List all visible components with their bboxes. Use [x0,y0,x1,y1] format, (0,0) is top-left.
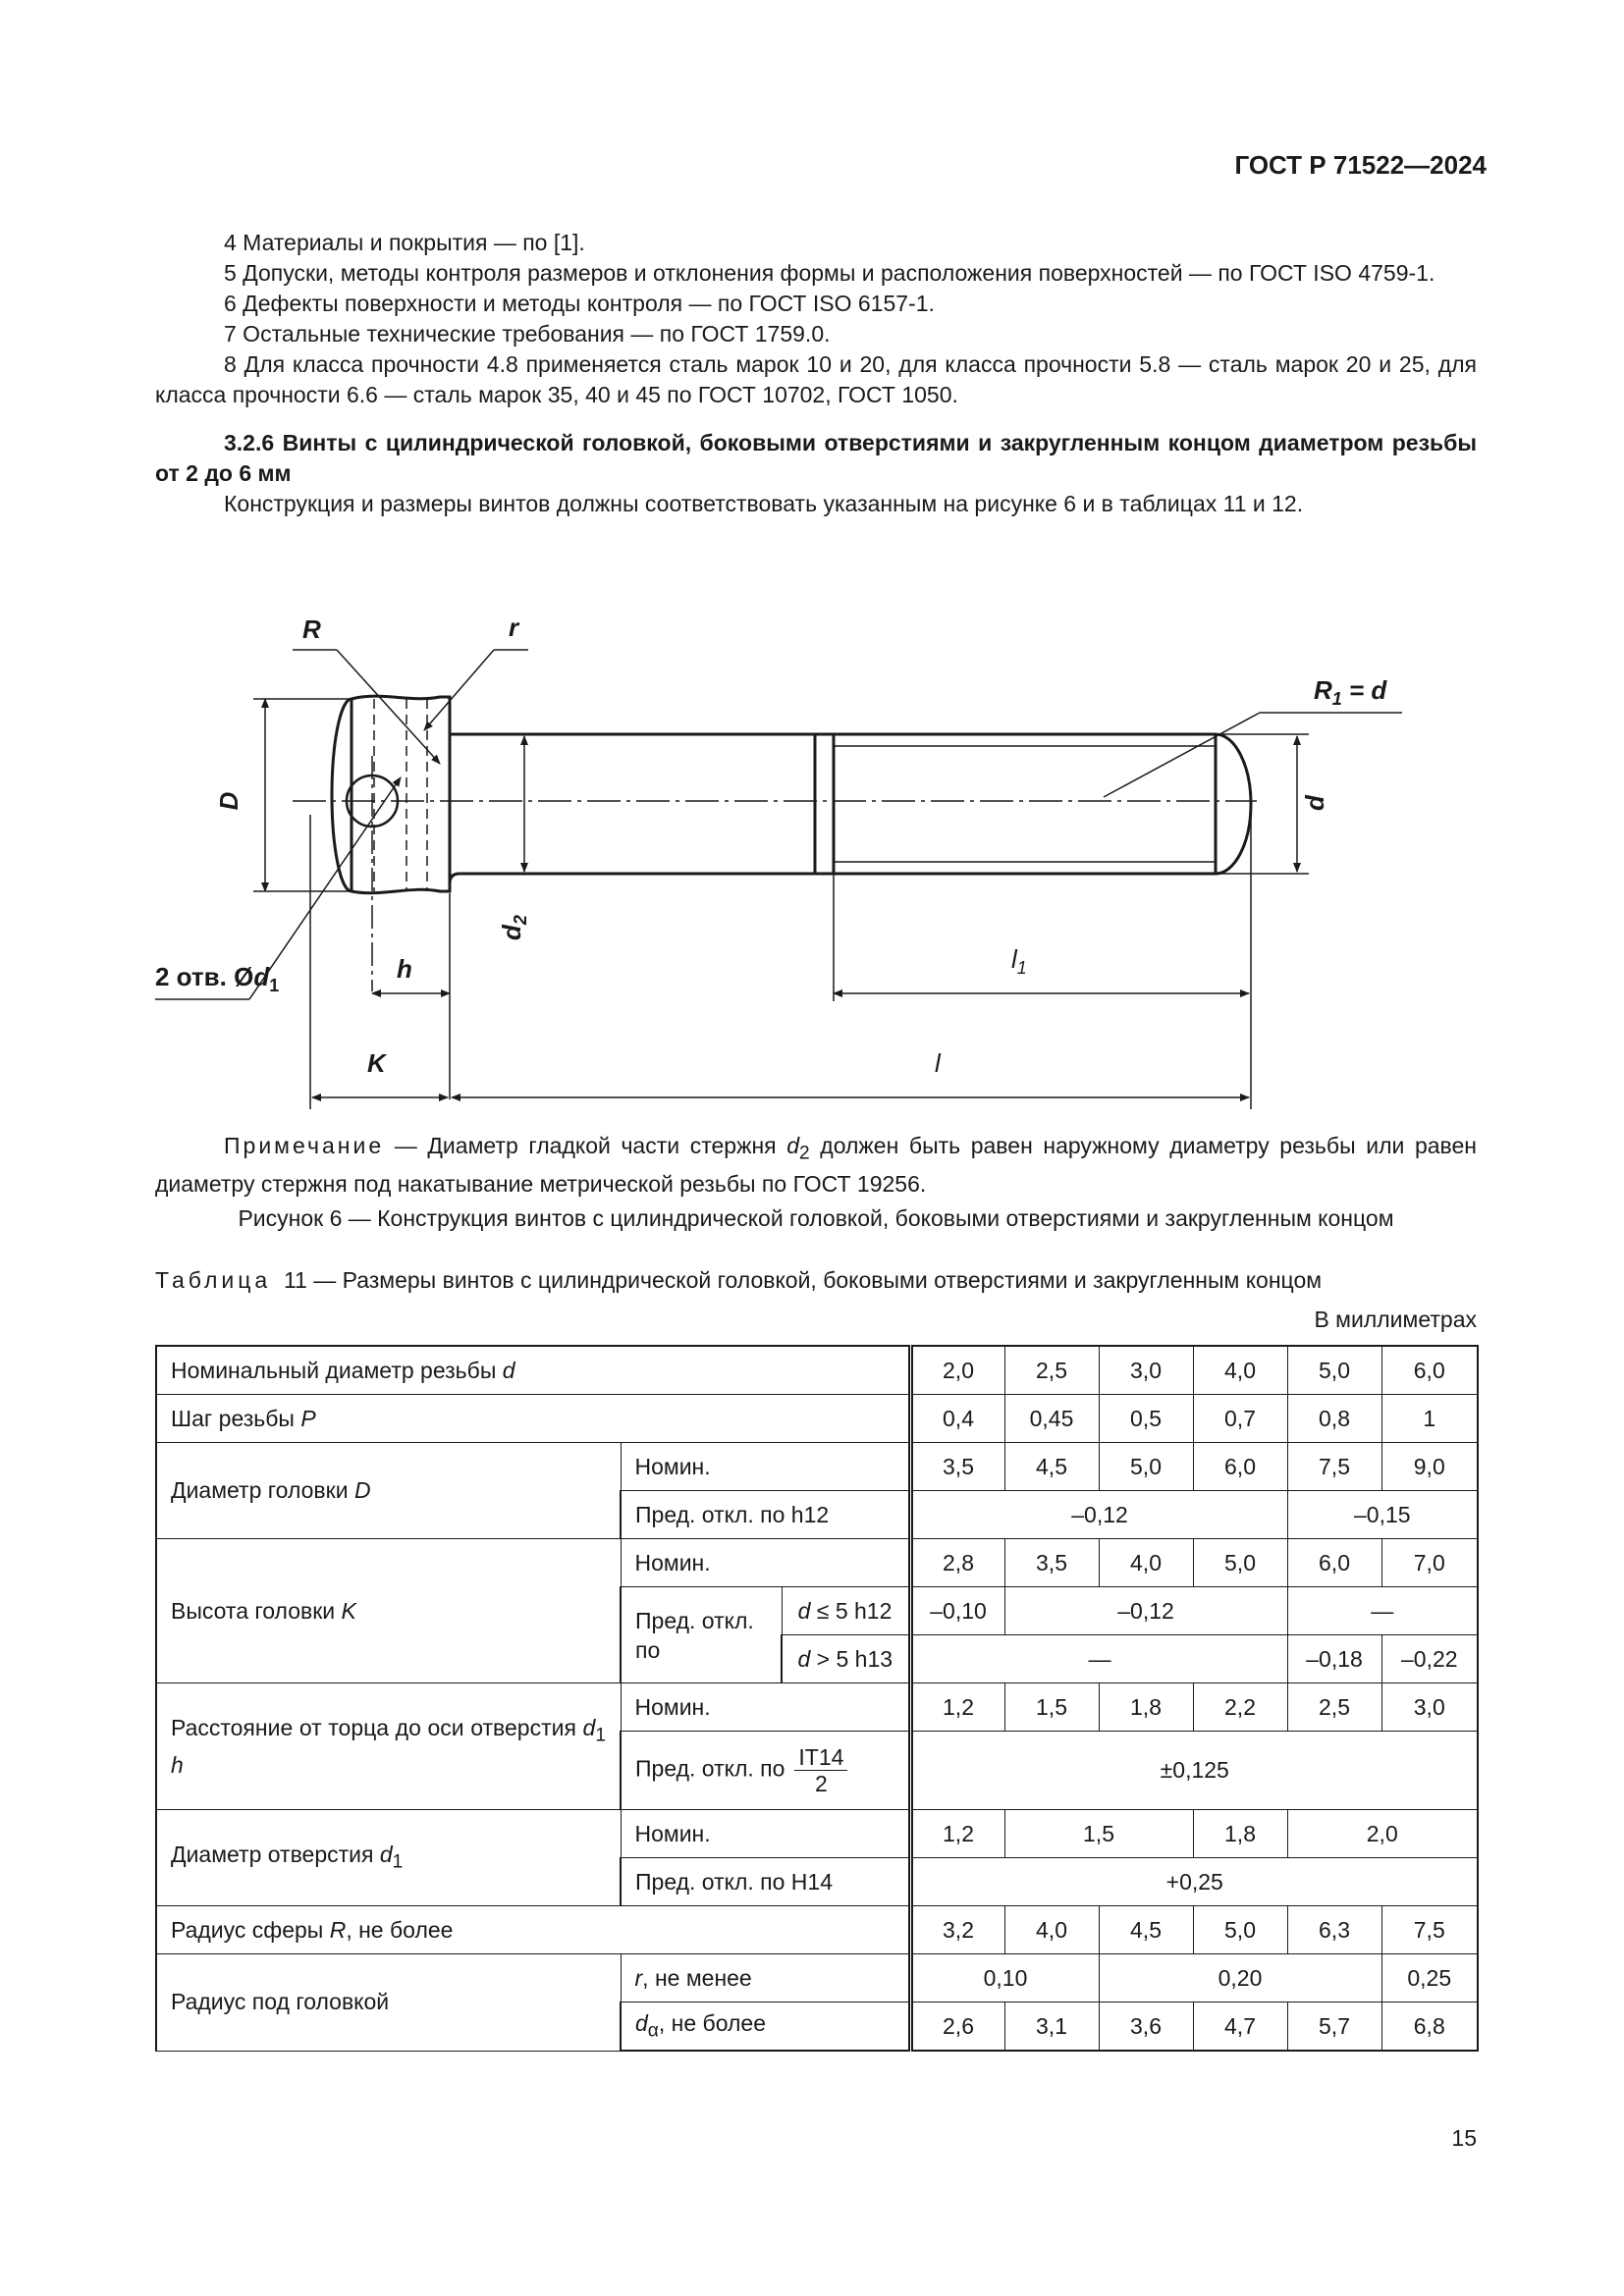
table-row-sphere [156,1906,1478,1954]
table-cell: 4,7 [1193,2002,1287,2052]
section-title: 3.2.6 Винты с цилиндрической головкой, боковыми отверстиями и закругленным концом диаметром резьбы от 2 до 6 мм [155,430,1477,486]
label-R1: $R_1 = d$ [1314,675,1387,709]
table-cell: 4,0 [1099,1539,1193,1587]
item-7: 7 Остальные технические требования — по ГОСТ 1759.0. [224,321,831,347]
table-cell: 2,2 [1193,1683,1287,1732]
table-cell: –0,12 [1004,1587,1287,1635]
table-cell: 2,0 [1287,1810,1478,1858]
note-var: d [786,1133,800,1158]
item-8: 8 Для класса прочности 4.8 применяется сталь марок 10 и 20, для класса прочности 5.8 — сталь марок 20 и 25, для класса прочности 6.6 — сталь марок 35, 40 и 45 по ГОСТ 10702, ГОСТ 1050. [155,351,1477,407]
screw-drawing [155,589,1477,1119]
table-cell: 5,0 [1193,1906,1287,1954]
table-cell: 3,1 [1004,2002,1099,2052]
table-row-dist-nom [156,1683,1478,1732]
table-cell: 2,8 [910,1539,1004,1587]
table-cell: –0,10 [910,1587,1004,1635]
item-4: 4 Материалы и покрытия — по [1]. [224,230,585,255]
document-header: ГОСТ Р 71522—2024 [1234,150,1487,180]
table-cell: 6,8 [1381,2002,1478,2052]
note-text-2: должен быть равен наружному диаметру резьбы или равен диаметру стержня под накатывание метрической резьбы по ГОСТ 19256. [155,1133,1477,1197]
table-cell: 3,5 [1004,1539,1099,1587]
table-cell: +0,25 [910,1858,1478,1906]
label-l: l [935,1048,941,1078]
table-cell: 6,0 [1381,1346,1478,1395]
item-5: 5 Допуски, методы контроля размеров и отклонения формы и расположения поверхностей — по ГОСТ ISO 4759-1. [224,260,1435,286]
section-intro: Конструкция и размеры винтов должны соответствовать указанным на рисунке 6 и в таблицах 11 и 12. [224,491,1304,516]
table-cell: — [1287,1587,1478,1635]
table-cell: 0,20 [1099,1954,1381,2002]
table-cell: 0,5 [1099,1395,1193,1443]
table-cell: 6,0 [1287,1539,1381,1587]
table-cell: 4,5 [1099,1906,1193,1954]
rounded-end [1216,734,1251,874]
under-r-label: r, не менее [621,1954,910,2002]
table-cell: –0,22 [1381,1635,1478,1683]
table-cell: 9,0 [1381,1443,1478,1491]
head-outline [332,699,352,891]
table-cell: 5,0 [1287,1346,1381,1395]
headD-label: Диаметр головки D [156,1443,621,1539]
table-cell: 3,2 [910,1906,1004,1954]
headK-tol-label: Пред. откл. по [621,1587,782,1683]
label-R: R [302,614,321,644]
sphere-label: Радиус сферы R, не более [156,1906,910,1954]
figure-note [155,1131,1477,1200]
under-da-label: $d_\alpha$, не более [621,2002,910,2052]
headK-label: Высота головки K [156,1539,621,1683]
table-cell: ±0,125 [910,1732,1478,1810]
table-row-pitch [156,1395,1478,1443]
table-cell: 4,0 [1004,1906,1099,1954]
table-row-headK-nom [156,1539,1478,1587]
table-cell: 1 [1381,1395,1478,1443]
table-cell: –0,18 [1287,1635,1381,1683]
table-cell: 3,0 [1099,1346,1193,1395]
table-caption-text: 11 — Размеры винтов с цилиндрической головкой, боковыми отверстиями и закругленным концом [283,1267,1323,1293]
table-cell: 0,8 [1287,1395,1381,1443]
hidden-hole-lines [374,699,427,891]
table-cell: 7,5 [1287,1443,1381,1491]
headD-nom-label: Номин. [621,1443,910,1491]
label-d: d [1300,795,1329,811]
shank-outline [450,734,815,883]
table-cell: 1,5 [1004,1683,1099,1732]
label-holes: 2 отв. $Ød_1$ [155,962,280,995]
under-label: Радиус под головкой [156,1954,621,2052]
headD-tol-label: Пред. откл. по h12 [621,1491,910,1539]
table-cell: — [910,1635,1287,1683]
table-cell: 4,0 [1193,1346,1287,1395]
table-cell: 1,8 [1099,1683,1193,1732]
figure-caption: Рисунок 6 — Конструкция винтов с цилиндрической головкой, боковыми отверстиями и закругленным концом [238,1205,1394,1231]
item-6: 6 Дефекты поверхности и методы контроля — по ГОСТ ISO 6157-1. [224,291,935,316]
pitch-label: Шаг резьбы P [156,1395,910,1443]
table-cell: –0,15 [1287,1491,1478,1539]
dist-nom-label: Номин. [621,1683,910,1732]
table-cell: 6,0 [1193,1443,1287,1491]
table-cell: 3,5 [910,1443,1004,1491]
page-number: 15 [1451,2125,1477,2151]
label-h: h [397,954,412,984]
table-cell: 1,2 [910,1683,1004,1732]
table-cell: 0,45 [1004,1395,1099,1443]
dist-tol-label: Пред. откл. по $\frac{IT14}{2}$ [621,1732,910,1810]
table-cell: 3,6 [1099,2002,1193,2052]
dist-label: Расстояние от торца до оси отверстия $d_1$ h [156,1683,621,1810]
table-cell: 1,5 [1004,1810,1193,1858]
table-cell: 0,4 [910,1395,1004,1443]
table-caption-word: Таблица [155,1267,272,1293]
label-D: D [214,791,244,811]
dimensions-table [155,1345,1479,2052]
units-label: В миллиметрах [1314,1307,1477,1332]
table-cell: 0,7 [1193,1395,1287,1443]
note-text-1: — Диаметр гладкой части стержня [384,1133,787,1158]
label-l1: $l_1$ [1011,944,1027,978]
headK-nom-label: Номин. [621,1539,910,1587]
hole-nom-label: Номин. [621,1810,910,1858]
table-cell: 0,25 [1381,1954,1478,2002]
body-text [155,228,1477,519]
table-row-headD-nom [156,1443,1478,1491]
table-cell: 0,10 [910,1954,1099,2002]
table-caption [155,1267,1322,1294]
table-cell: 1,2 [910,1810,1004,1858]
table-cell: 5,7 [1287,2002,1381,2052]
note-word: Примечание [224,1133,385,1158]
hole-tol-label: Пред. откл. по H14 [621,1858,910,1906]
table-cell: 3,0 [1381,1683,1478,1732]
table-row-thread [156,1346,1478,1395]
table-cell: 2,0 [910,1346,1004,1395]
table-cell: 7,0 [1381,1539,1478,1587]
table-cell: 6,3 [1287,1906,1381,1954]
table-cell: 2,5 [1004,1346,1099,1395]
note-sub: 2 [799,1143,810,1164]
thread-label: Номинальный диаметр резьбы d [156,1346,910,1395]
label-r: r [509,613,519,642]
it14-fraction: $\frac{IT14}{2}$ [794,1744,847,1796]
headK-cond1: d ≤ 5 h12 [782,1587,910,1635]
table-cell: 1,8 [1193,1810,1287,1858]
table-cell: 7,5 [1381,1906,1478,1954]
headK-cond2: d > 5 h13 [782,1635,910,1683]
table-row-hole-nom [156,1810,1478,1858]
label-K: K [367,1048,386,1078]
hole-label: Диаметр отверстия $d_1$ [156,1810,621,1906]
table-cell: 2,5 [1287,1683,1381,1732]
label-d2: $d_2$ [497,915,530,940]
table-cell: 5,0 [1193,1539,1287,1587]
table-cell: –0,12 [910,1491,1287,1539]
table-cell: 5,0 [1099,1443,1193,1491]
table-cell: 2,6 [910,2002,1004,2052]
table-row-under-r [156,1954,1478,2002]
table-cell: 4,5 [1004,1443,1099,1491]
